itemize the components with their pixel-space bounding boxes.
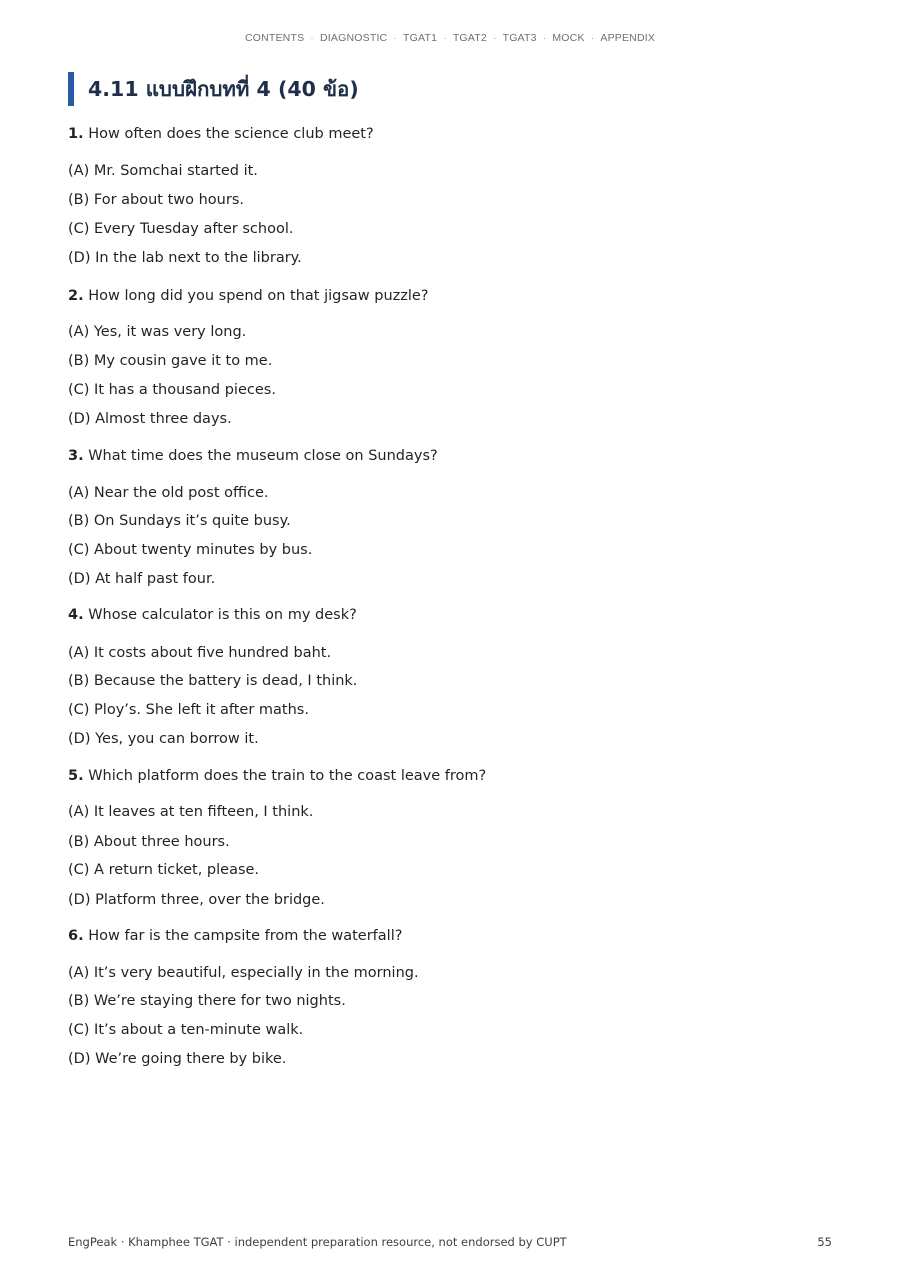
nav-separator: · [590, 32, 595, 44]
answer-option: (B) About three hours. [68, 834, 230, 850]
question-prompt [68, 766, 828, 786]
section-heading: 4.11 แบบฝึกบทที่ 4 (40 ข้อ) [68, 72, 359, 106]
page-number: 55 [817, 1235, 832, 1249]
answer-option: (B) Because the battery is dead, I think. [68, 673, 358, 689]
question-number: 3. [68, 448, 84, 464]
answer-option: (A) Mr. Somchai started it. [68, 163, 258, 179]
question-number: 1. [68, 126, 84, 142]
answer-option: (D) Platform three, over the bridge. [68, 892, 325, 908]
answer-option: (D) In the lab next to the library. [68, 250, 302, 266]
answer-option: (C) Ploy’s. She left it after maths. [68, 702, 309, 718]
answer-option: (C) It has a thousand pieces. [68, 382, 276, 398]
nav-item-tgat3[interactable]: TGAT3 [502, 32, 537, 44]
question-prompt [68, 605, 828, 625]
answer-option: (C) Every Tuesday after school. [68, 221, 294, 237]
nav-item-tgat1[interactable]: TGAT1 [403, 32, 438, 44]
question-prompt [68, 446, 828, 466]
question-prompt [68, 926, 828, 946]
question-number: 4. [68, 607, 84, 623]
nav-item-diagnostic[interactable]: DIAGNOSTIC [320, 32, 388, 44]
answer-option: (B) On Sundays it’s quite busy. [68, 513, 291, 529]
nav-separator: · [492, 32, 497, 44]
question-text: How far is the campsite from the waterfall? [88, 928, 403, 944]
nav-separator: · [443, 32, 447, 44]
nav-separator: · [310, 32, 314, 44]
answer-option: (B) My cousin gave it to me. [68, 353, 273, 369]
question-number: 2. [68, 288, 84, 304]
answer-option: (B) We’re staying there for two nights. [68, 993, 346, 1009]
answer-option: (C) About twenty minutes by bus. [68, 542, 313, 558]
answer-option: (A) Yes, it was very long. [68, 324, 247, 340]
answer-option: (A) It costs about five hundred baht. [68, 645, 332, 661]
top-navigation [0, 32, 900, 44]
question-block [68, 124, 828, 268]
footer-credit: EngPeak · Khamphee TGAT · independent preparation resource, not endorsed by CUPT [68, 1235, 567, 1249]
nav-separator: · [542, 32, 547, 44]
answer-option: (A) Near the old post office. [68, 485, 269, 501]
nav-separator: · [393, 32, 398, 44]
nav-item-contents[interactable]: CONTENTS [244, 32, 305, 44]
nav-item-mock[interactable]: MOCK [552, 32, 585, 44]
question-text: Which platform does the train to the coast leave from? [88, 768, 487, 784]
question-text: What time does the museum close on Sundays? [88, 448, 438, 464]
question-list [68, 124, 828, 1069]
question-text: How long did you spend on that jigsaw puzzle? [88, 288, 429, 304]
question-block [68, 446, 828, 589]
page-footer [68, 1235, 832, 1249]
answer-option: (C) A return ticket, please. [68, 862, 260, 878]
answer-option: (A) It leaves at ten fifteen, I think. [68, 804, 314, 820]
question-block [68, 926, 828, 1069]
answer-option: (C) It’s about a ten-minute walk. [68, 1022, 304, 1038]
question-block [68, 286, 828, 429]
question-prompt [68, 124, 828, 144]
question-number: 6. [68, 928, 84, 944]
answer-option: (B) For about two hours. [68, 192, 244, 208]
question-prompt [68, 286, 828, 306]
question-number: 5. [68, 768, 84, 784]
question-text: How often does the science club meet? [88, 126, 374, 142]
answer-option: (A) It’s very beautiful, especially in the morning. [68, 965, 419, 981]
answer-option: (D) We’re going there by bike. [68, 1051, 287, 1067]
question-block [68, 605, 828, 749]
answer-option: (D) Almost three days. [68, 411, 232, 427]
answer-option: (D) Yes, you can borrow it. [68, 731, 259, 747]
question-text: Whose calculator is this on my desk? [88, 607, 357, 623]
question-block [68, 766, 828, 910]
nav-item-tgat2[interactable]: TGAT2 [452, 32, 487, 44]
answer-option: (D) At half past four. [68, 571, 216, 587]
nav-item-appendix[interactable]: APPENDIX [600, 32, 656, 44]
